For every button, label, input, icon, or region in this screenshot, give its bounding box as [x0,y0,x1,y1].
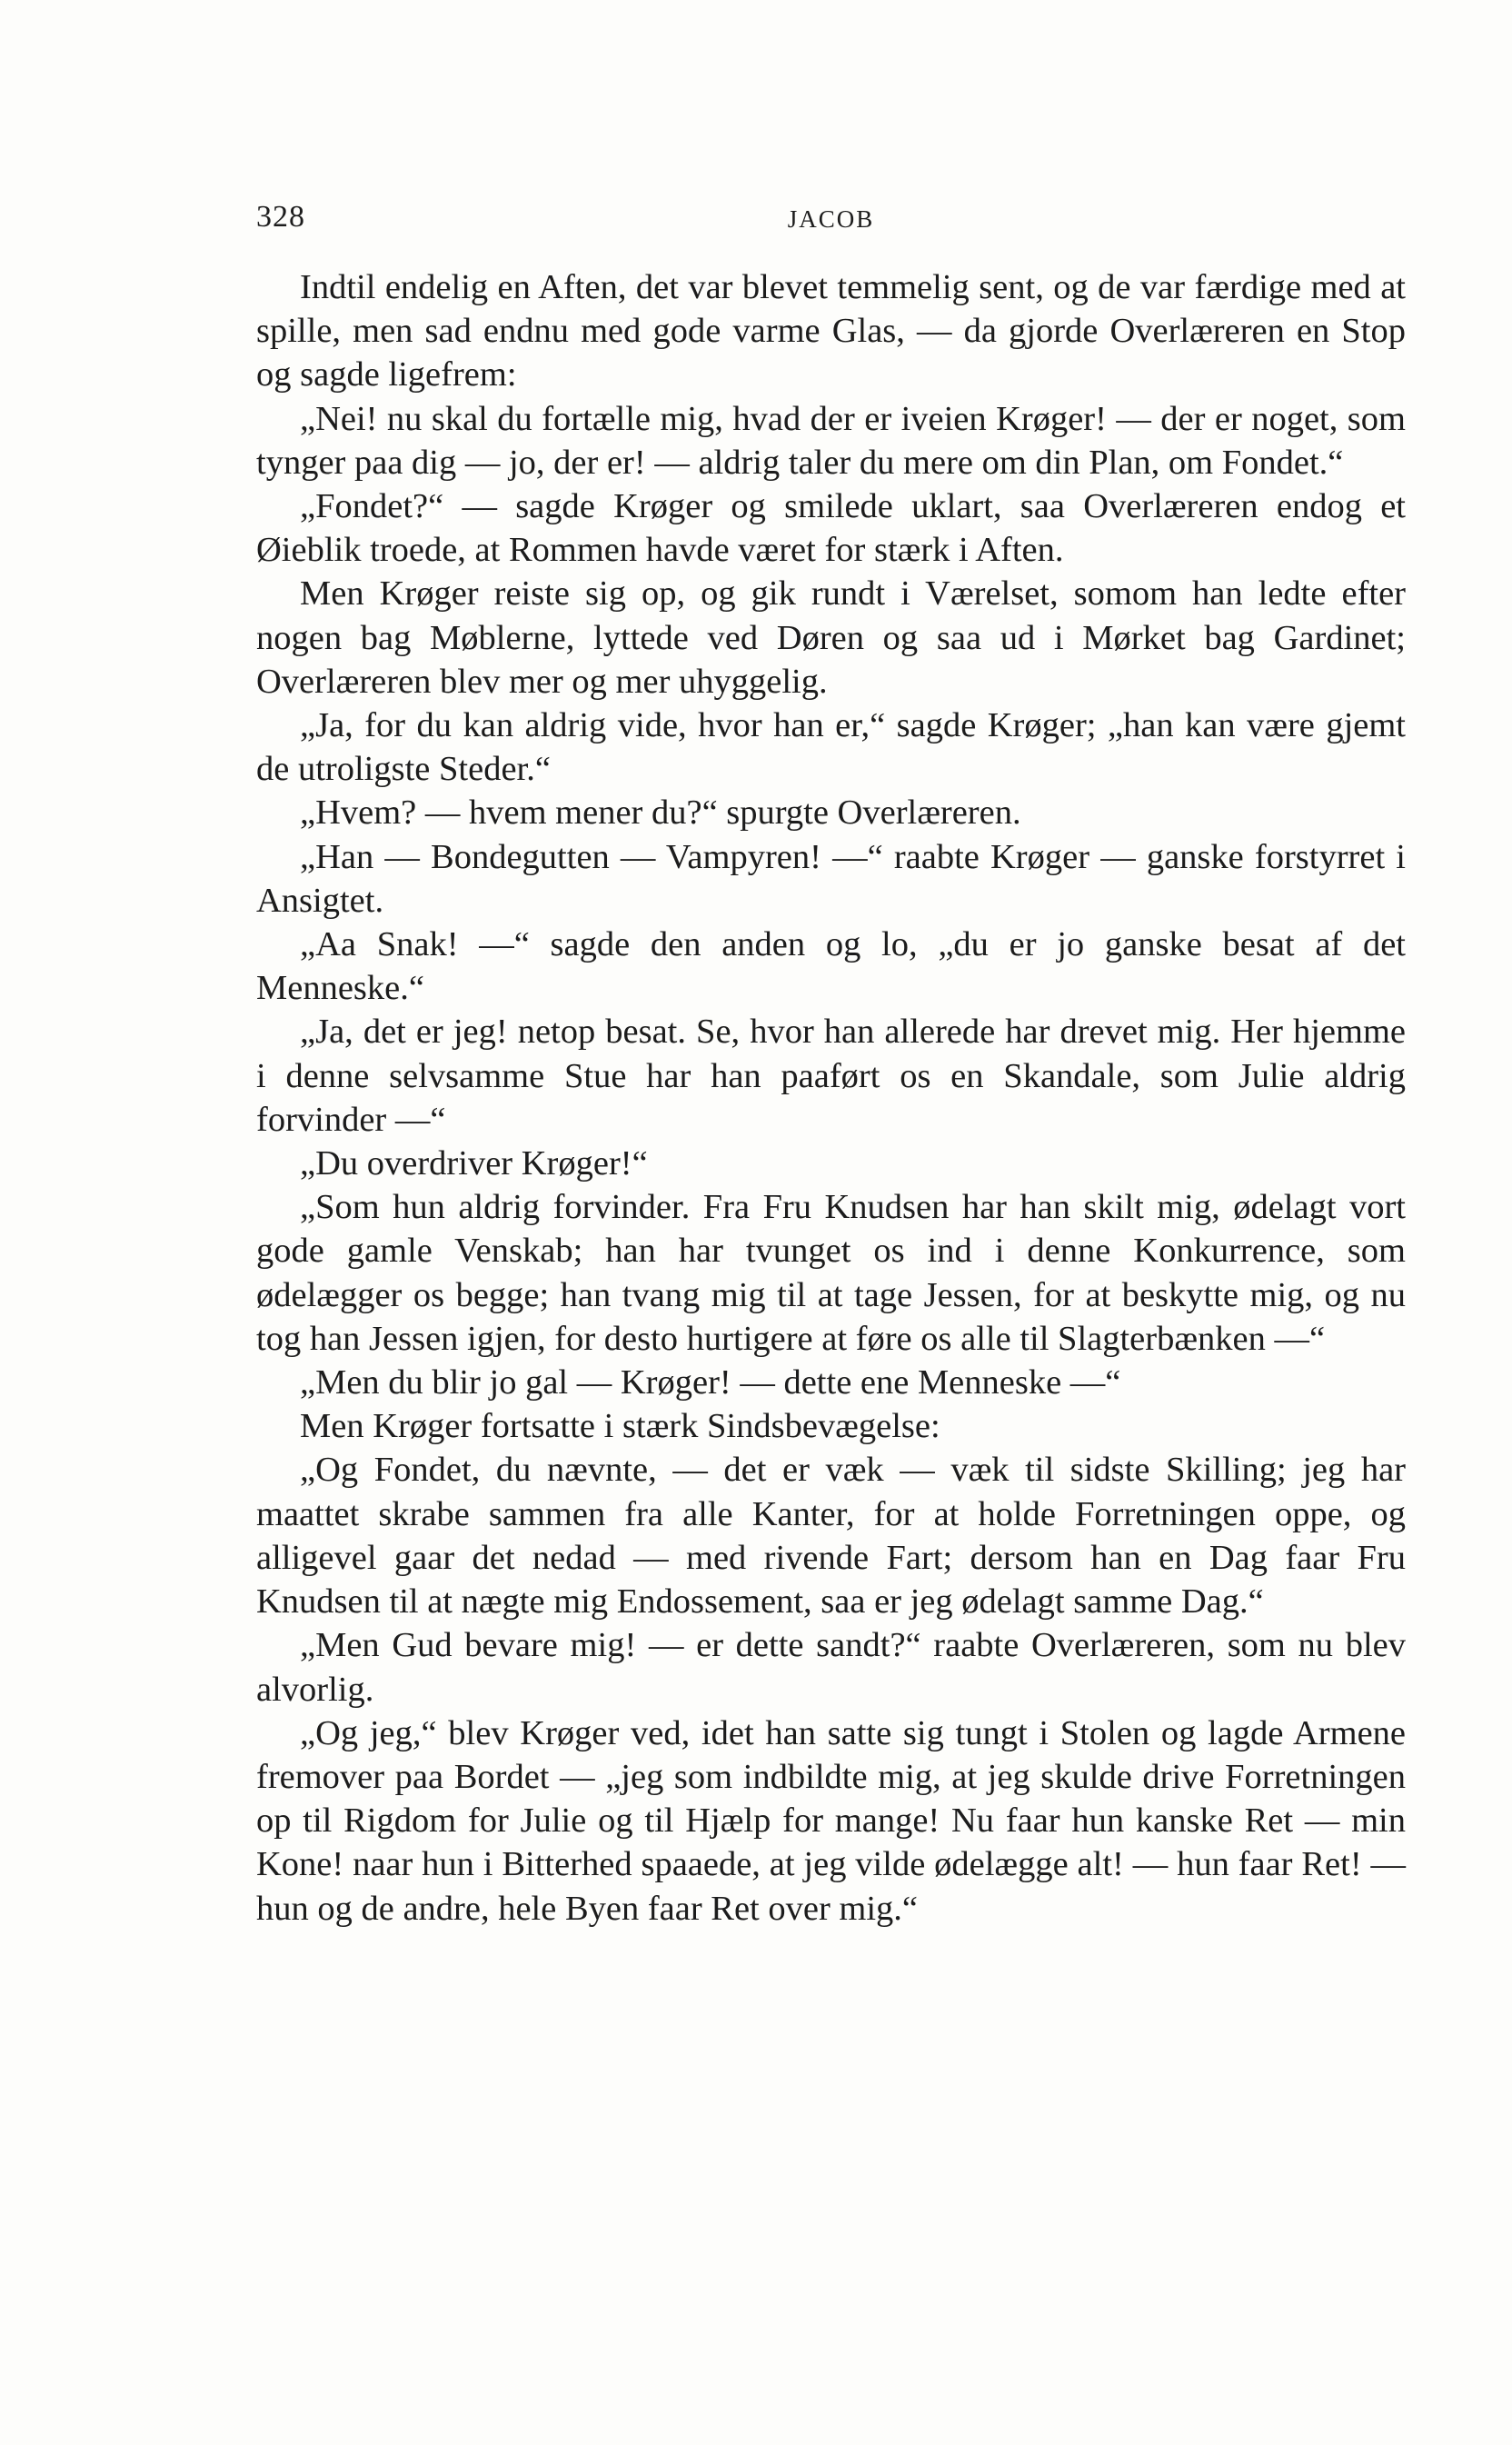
paragraph: „Nei! nu skal du fortælle mig, hvad der er iveien Krøger! — der er noget, som tynger paa dig — jo, der er! — aldrig taler du mere om din Plan, om Fondet.“ [256,399,1406,482]
paragraph: „Fondet?“ — sagde Krøger og smilede uklart, saa Overlæreren endog et Øieblik troede, at Rommen havde været for stærk i Aften. [256,487,1406,570]
paragraph: „Og jeg,“ blev Krøger ved, idet han satte sig tungt i Stolen og lagde Armene fremover paa Bordet — „jeg som indbildte mig, at jeg skulde drive Forretningen op til Rigdom for Julie og til Hjælp for mange! Nu faar hun kanske Ret — min Kone! naar hun i Bitterhed spaaede, at jeg vilde ødelægge alt! — hun faar Ret! — hun og de andre, hele Byen faar Ret over mig.“ [256,1713,1406,1928]
paragraph: Men Krøger fortsatte i stærk Sindsbevægelse: [300,1407,940,1446]
paragraph: „Hvem? — hvem mener du?“ spurgte Overlæreren. [300,793,1021,833]
paragraph: Men Krøger reiste sig op, og gik rundt i Værelset, somom han ledte efter nogen bag Møblerne, lyttede ved Døren og saa ud i Mørket bag Gardinet; Overlæreren blev mer og mer uhyggelig. [256,574,1406,701]
page-number: 328 [256,200,305,234]
paragraph: „Aa Snak! —“ sagde den anden og lo, „du er jo ganske besat af det Menneske.“ [256,925,1406,1008]
paragraph: Indtil endelig en Aften, det var blevet temmelig sent, og de var færdige med at spille, men sad endnu med gode varme Glas, — da gjorde Overlæreren en Stop og sagde ligefrem: [256,268,1406,394]
running-head: JACOB [787,205,875,233]
paragraph: „Og Fondet, du nævnte, — det er væk — væk til sidste Skilling; jeg har maattet skrabe sammen fra alle Kanter, for at holde Forretningen oppe, og alligevel gaar det nedad — med rivende Fart; dersom han en Dag faar Fru Knudsen til at nægte mig Endossement, saa er jeg ødelagt samme Dag.“ [256,1451,1406,1622]
paragraph: „Ja, det er jeg! netop besat. Se, hvor han allerede har drevet mig. Her hjemme i denne selvsamme Stue har han paaført os en Skandale, som Julie aldrig forvinder —“ [256,1013,1406,1139]
body-text [256,265,1406,1931]
page-header [256,200,1406,245]
paragraph: „Han — Bondegutten — Vampyren! —“ raabte Krøger — ganske forstyrret i Ansigtet. [256,837,1406,920]
paragraph: „Som hun aldrig forvinder. Fra Fru Knudsen har han skilt mig, ødelagt vort gode gamle Venskab; han har tvunget os ind i denne Konkurrence, som ødelægger os begge; han tvang mig til at tage Jessen, for at beskytte mig, og nu tog han Jessen igjen, for desto hurtigere at føre os alle til Slagterbænken —“ [256,1188,1406,1358]
paragraph: „Du overdriver Krøger!“ [300,1144,648,1183]
paragraph: „Men du blir jo gal — Krøger! — dette ene Menneske —“ [300,1363,1121,1402]
paragraph: „Men Gud bevare mig! — er dette sandt?“ raabte Overlæreren, som nu blev alvorlig. [256,1626,1406,1709]
paragraph: „Ja, for du kan aldrig vide, hvor han er,“ sagde Krøger; „han kan være gjemt de utroligste Steder.“ [256,706,1406,789]
